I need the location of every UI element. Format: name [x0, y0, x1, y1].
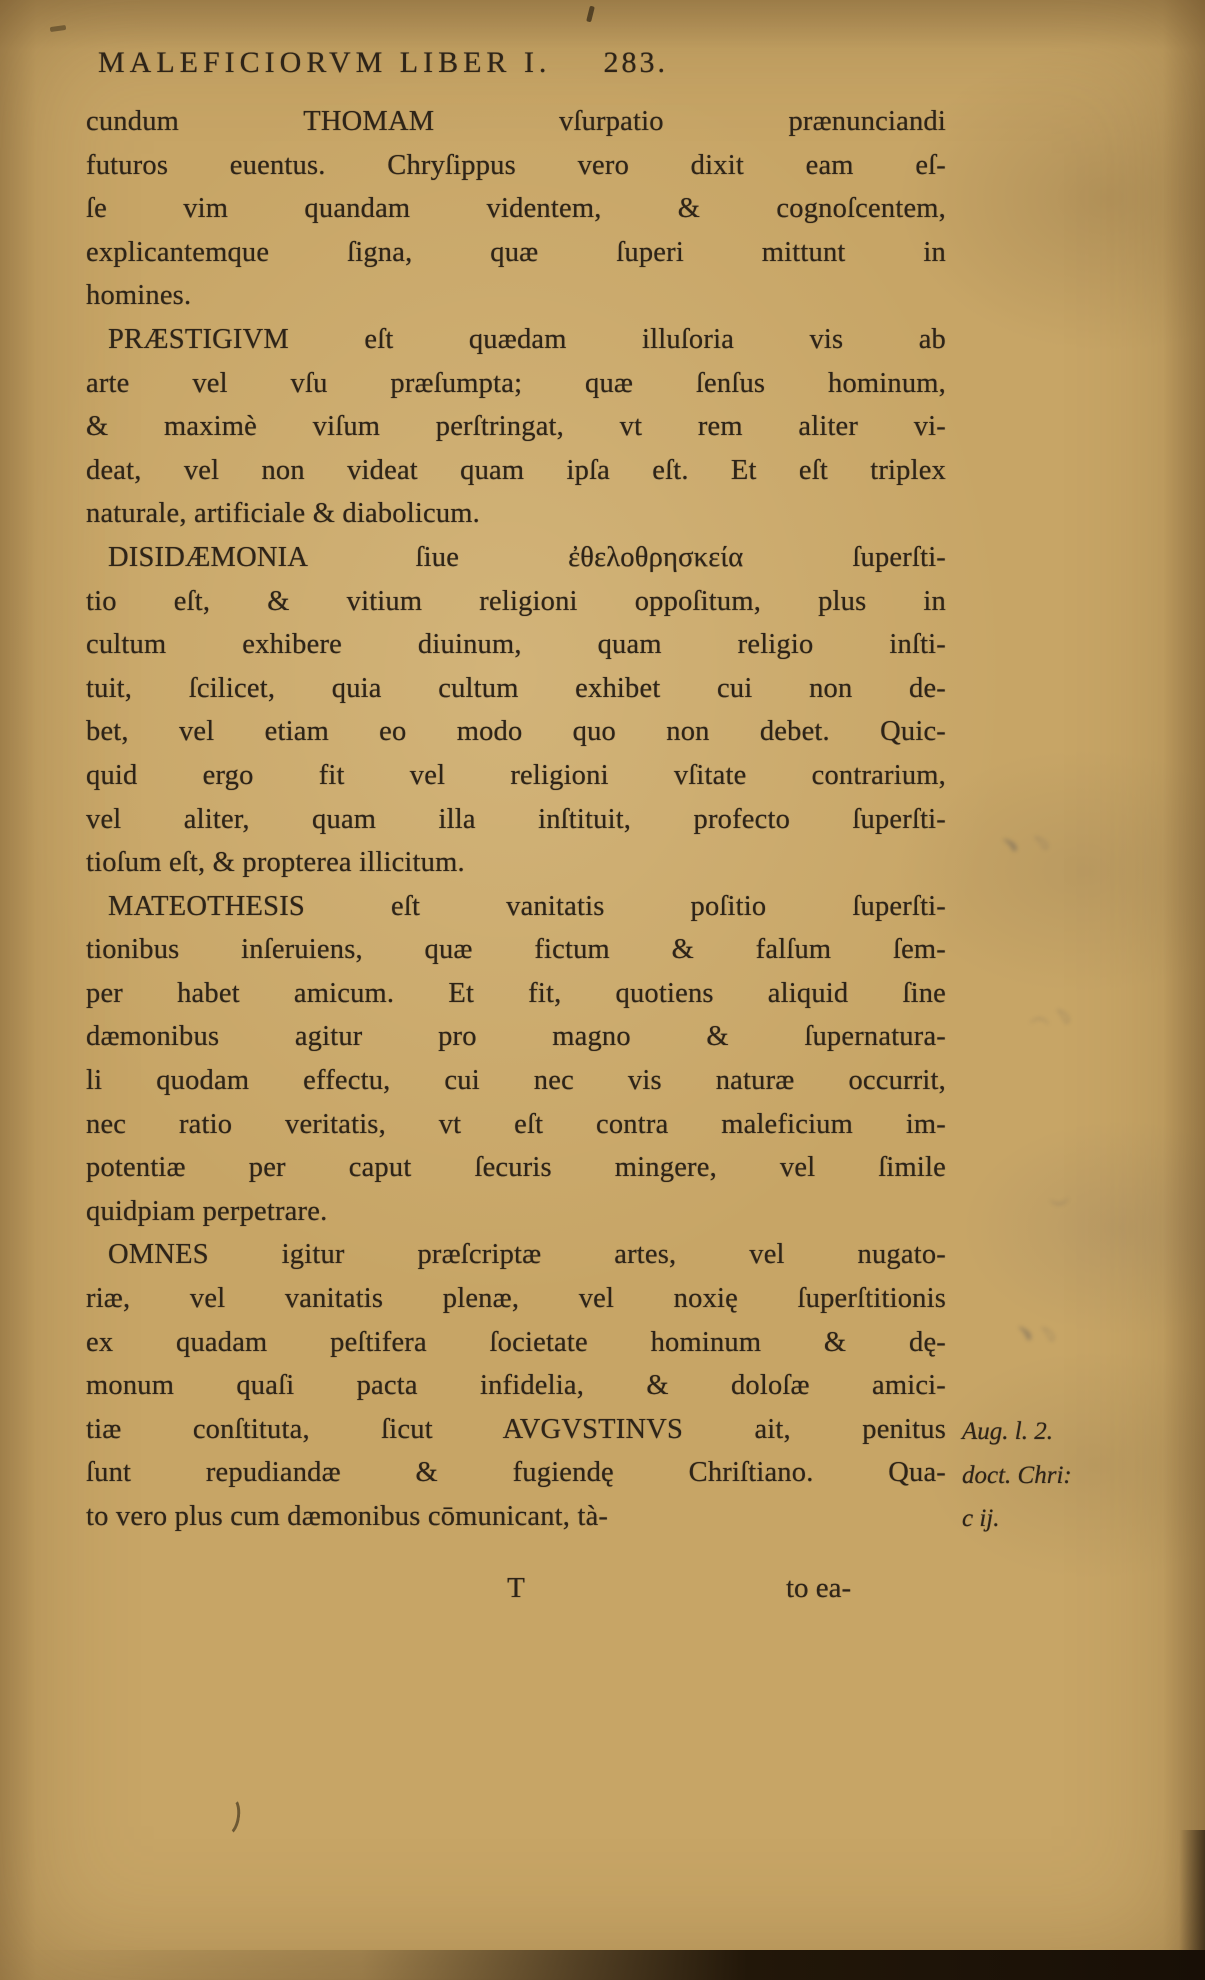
text-line: bet, vel etiam eo modo quo non debet. Quic-: [86, 716, 946, 748]
text-line: potentiæ per caput ſecuris mingere, vel ſimile: [86, 1152, 946, 1184]
text-line: arte vel vſu præſumpta; quæ ſenſus hominum,: [86, 367, 946, 399]
text-line: tio eſt, & vitium religioni oppoſitum, plus in: [86, 585, 946, 617]
ink-smudge: ﹅ ﹆: [999, 832, 1055, 858]
text-line: cundum THOMAM vſurpatio prænunciandi: [86, 106, 946, 137]
margin-note: Aug. l. 2.: [962, 1418, 1053, 1445]
text-line: ſe vim quandam videntem, & cognoſcentem,: [86, 193, 946, 225]
text-line: tioſum eſt, & propterea illicitum.: [86, 847, 465, 879]
text-line: & maximè viſum perſtringat, vt rem aliter vi-: [86, 411, 946, 443]
margin-note: doct. Chri:: [962, 1461, 1072, 1489]
text-line: nec ratio veritatis, vt eſt contra maleficium im-: [86, 1108, 946, 1140]
text-line: ſunt repudiandæ & fugiendę Chriſtiano. Qua-: [86, 1457, 946, 1489]
scan-bottom-shadow: [0, 1950, 1205, 1980]
text-line: tiæ conſtituta, ſicut AVGVSTINVS ait, penitus: [86, 1413, 946, 1445]
text-line: vel aliter, quam illa inſtituit, profecto ſuperſti-: [86, 803, 946, 835]
text-line: monum quaſi pacta infidelia, & doloſæ amici-: [86, 1370, 946, 1402]
ink-mark: [215, 1795, 242, 1838]
text-line: explicantemque ſigna, quæ ſuperi mittunt in: [86, 236, 946, 268]
running-header: [98, 46, 878, 80]
text-block: [86, 100, 946, 1539]
text-line: tionibus inſeruiens, quæ fictum & falſum ſem-: [86, 934, 946, 966]
margin-notes: [962, 1410, 1172, 1541]
running-header-title: MALEFICIORVM LIBER I.: [98, 46, 552, 79]
paragraph: [86, 536, 946, 885]
text-line: li quodam effectu, cui nec vis naturæ occurrit,: [86, 1065, 946, 1097]
text-line: homines.: [86, 280, 192, 312]
text-line: dæmonibus agitur pro magno & ſupernatura-: [86, 1021, 946, 1053]
paragraph: [86, 885, 946, 1234]
page-number: 283.: [603, 46, 668, 79]
paragraph: [86, 1233, 946, 1538]
signature-mark: T: [507, 1572, 525, 1604]
text-line: riæ, vel vanitatis plenæ, vel noxię ſuperſtitionis: [86, 1283, 946, 1315]
text-line: MATEOTHESIS eſt vanitatis poſitio ſuperſti-: [108, 890, 946, 922]
ink-smudge: ﹅﹆: [1014, 1323, 1062, 1347]
margin-note: c ij.: [962, 1505, 1000, 1533]
paragraph: [86, 100, 946, 318]
text-line: cultum exhibere diuinum, quam religio inſti-: [86, 629, 946, 661]
text-line: deat, vel non videat quam ipſa eſt. Et eſt triplex: [86, 454, 946, 486]
text-line: per habet amicum. Et fit, quotiens aliquid ſine: [86, 977, 946, 1009]
text-line: quidpiam perpetrare.: [86, 1195, 328, 1227]
text-line: PRÆSTIGIVM eſt quædam illuſoria vis ab: [108, 323, 946, 355]
text-line: futuros euentus. Chryſippus vero dixit eam eſ-: [86, 149, 946, 181]
text-line: tuit, ſcilicet, quia cultum exhibet cui non de-: [86, 672, 946, 704]
ink-mark: [50, 25, 67, 32]
catchword: to ea-: [786, 1572, 852, 1604]
ink-smudge: ︵﹆: [1029, 1004, 1077, 1030]
text-line: DISIDÆMONIA ſiue ἐθελοθρησκεία ſuperſti-: [108, 541, 946, 573]
paragraph: [86, 318, 946, 536]
text-line: naturale, artificiale & diabolicum.: [86, 498, 480, 530]
ink-smudge: ︶: [1049, 1196, 1075, 1222]
text-line: to vero plus cum dæmonibus cōmunicant, tà-: [86, 1501, 609, 1532]
signature-row: [86, 1572, 946, 1618]
text-line: OMNES igitur præſcriptæ artes, vel nugato-: [108, 1239, 946, 1271]
text-line: ex quadam peſtifera ſocietate hominum & dę-: [86, 1326, 946, 1358]
text-line: quid ergo fit vel religioni vſitate contrarium,: [86, 759, 946, 791]
ink-mark: [586, 6, 595, 23]
